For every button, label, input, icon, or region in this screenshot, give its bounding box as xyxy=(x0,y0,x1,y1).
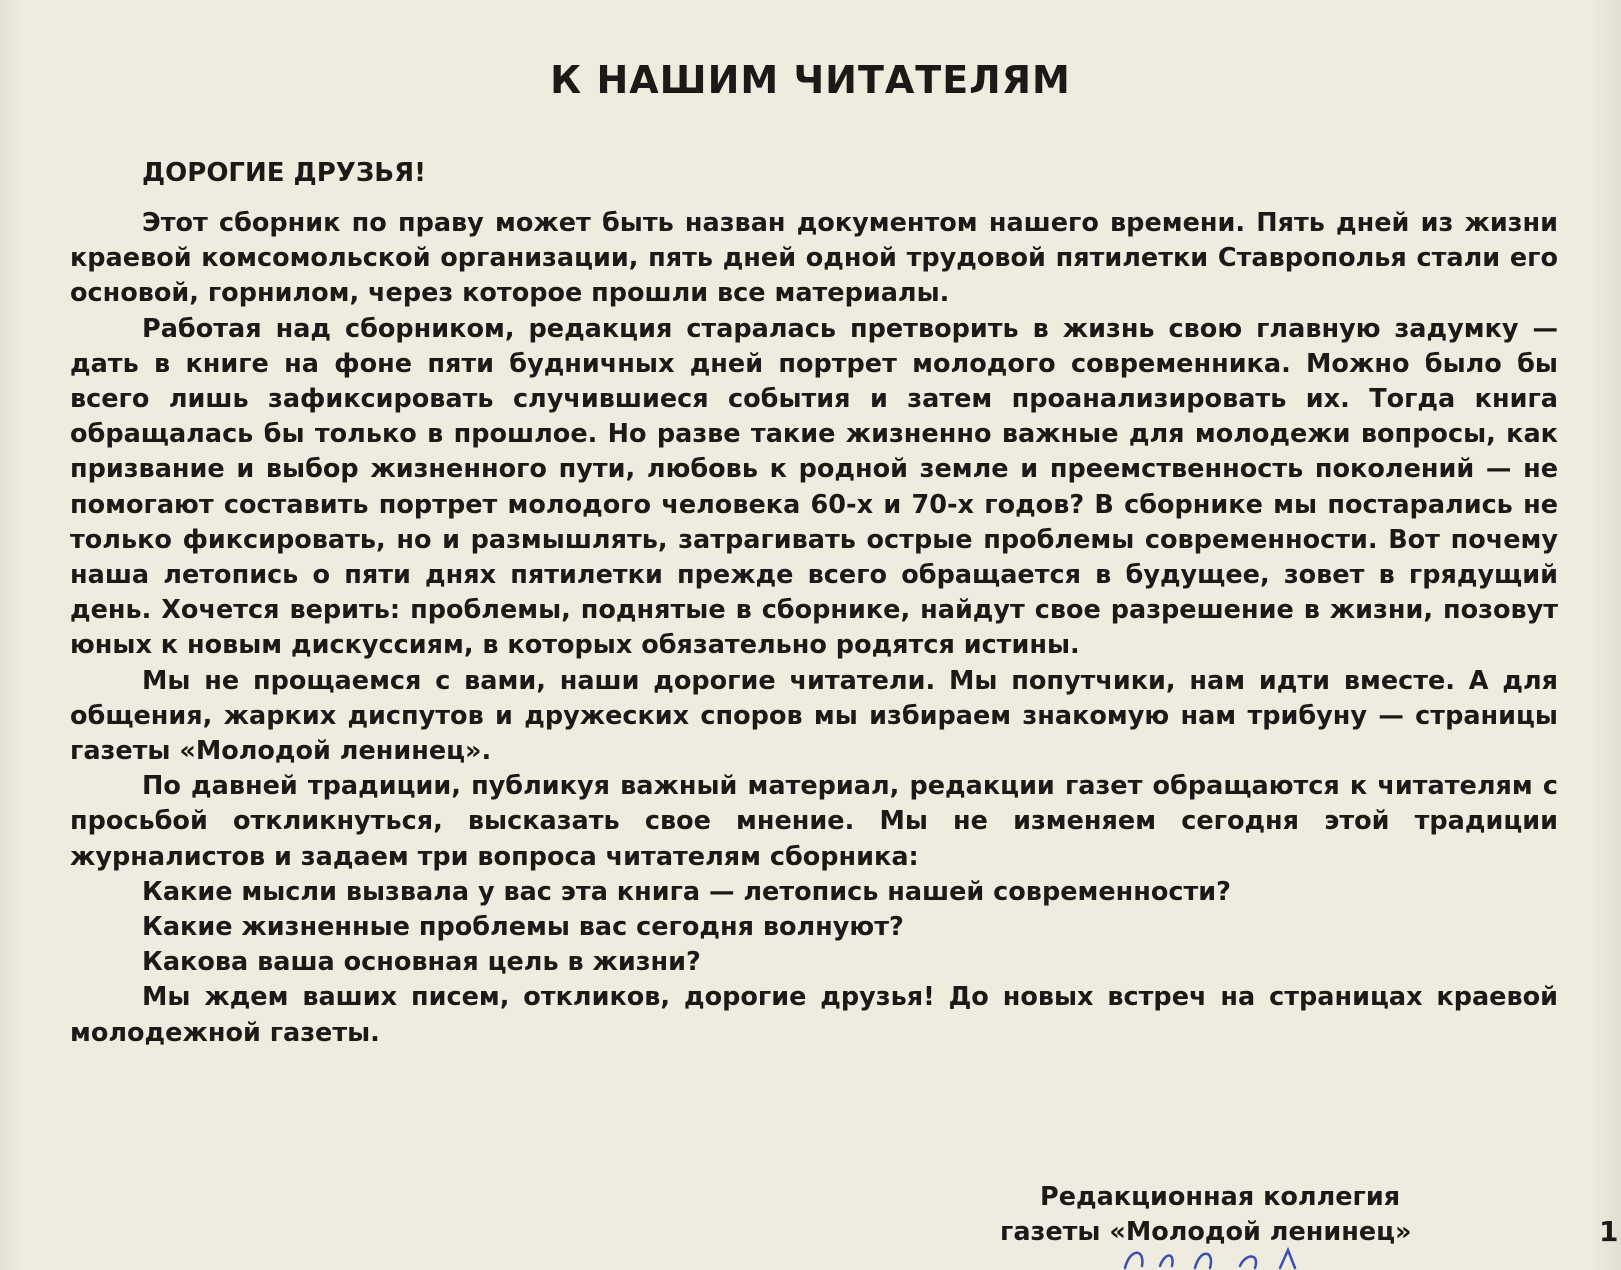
handwritten-mark xyxy=(1120,1240,1420,1270)
page-title: К НАШИМ ЧИТАТЕЛЯМ xyxy=(550,58,1071,102)
article-body xyxy=(70,206,1558,1051)
signature-line-1: Редакционная коллегия xyxy=(1040,1182,1401,1212)
question-3: Какова ваша основная цель в жизни? xyxy=(142,947,701,978)
paragraph-closing: Мы ждем ваших писем, откликов, дорогие друзья! До новых встреч на страницах краевой молодежной газеты. xyxy=(70,982,1558,1048)
signature-line-2: газеты «Молодой ленинец» xyxy=(1000,1217,1412,1247)
greeting: ДОРОГИЕ ДРУЗЬЯ! xyxy=(142,158,426,188)
question-1: Какие мысли вызвала у вас эта книга — летопись нашей современности? xyxy=(142,876,1231,907)
question-2: Какие жизненные проблемы вас сегодня волнуют? xyxy=(142,912,904,943)
paragraph-editorial-goal: Работая над сборником, редакция старалась претворить в жизнь свою главную задумку — дать в книге на фоне пяти будничных дней портрет молодого современника. Можно было бы всего лишь зафиксировать случившиеся события и затем проанализировать их. Тогда книга обращалась бы только в прошлое. Но разве такие жизненно важные для молодежи вопросы, как призвание и выбор жизненного пути, любовь к родной земле и преемственность поколений — не помогают составить портрет молодого человека 60-х и 70-х годов? В сборнике мы постарались не только фиксировать, но и размышлять, затрагивать острые проблемы современности. Вот почему наша летопись о пяти днях пятилетки прежде всего обращается в будущее, зовет в грядущий день. Хочется верить: проблемы, поднятые в сборнике, найдут свое разрешение в жизни, позовут юных к новым дискуссиям, в которых обязательно родятся истины. xyxy=(70,313,1558,661)
page-number: 1 xyxy=(1599,1215,1619,1248)
paragraph-tradition: По давней традиции, публикуя важный материал, редакции газет обращаются к читателям с просьбой откликнуться, высказать свое мнение. Мы не изменяем сегодня этой традиции журналистов и задаем три вопроса читателям сборника: xyxy=(70,771,1558,872)
paragraph-intro: Этот сборник по праву может быть назван документом нашего времени. Пять дней из жизни краевой комсомольской организации, пять дней одной трудовой пятилетки Ставрополья стали его основой, горнилом, через которое прошли все материалы. xyxy=(70,208,1558,309)
paragraph-farewell: Мы не прощаемся с вами, наши дорогие читатели. Мы попутчики, нам идти вместе. А для общения, жарких диспутов и дружеских споров мы избираем знакомую нам трибуну — страницы газеты «Молодой ленинец». xyxy=(70,665,1558,767)
